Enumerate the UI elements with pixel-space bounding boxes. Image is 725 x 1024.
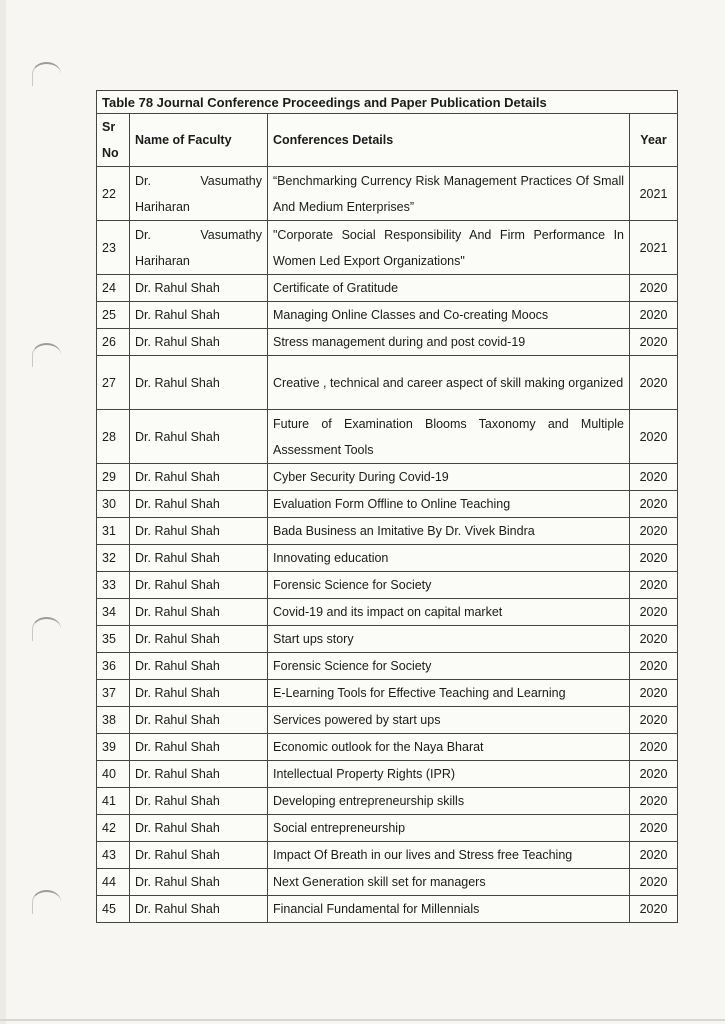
table-row <box>97 329 678 356</box>
cell-sr-no: 42 <box>97 815 130 842</box>
cell-faculty: Dr. Rahul Shah <box>130 572 268 599</box>
cell-sr-no: 39 <box>97 734 130 761</box>
table-row <box>97 761 678 788</box>
table-row <box>97 356 678 410</box>
cell-conference-details: Start ups story <box>268 626 630 653</box>
cell-year: 2020 <box>630 815 678 842</box>
cell-sr-no: 36 <box>97 653 130 680</box>
cell-faculty: Dr. Rahul Shah <box>130 491 268 518</box>
cell-year: 2020 <box>630 653 678 680</box>
cell-sr-no: 40 <box>97 761 130 788</box>
table-row <box>97 572 678 599</box>
header-faculty: Name of Faculty <box>130 114 268 167</box>
table-row <box>97 734 678 761</box>
cell-faculty: Dr. Rahul Shah <box>130 464 268 491</box>
cell-conference-details: Social entrepreneurship <box>268 815 630 842</box>
cell-conference-details <box>268 356 630 410</box>
details-text: Creative , technical and career aspect of skill making organized <box>273 375 624 390</box>
cell-year: 2020 <box>630 329 678 356</box>
table-row <box>97 869 678 896</box>
header-details: Conferences Details <box>268 114 630 167</box>
cell-sr-no: 29 <box>97 464 130 491</box>
faculty-last-name: Hariharan <box>135 199 190 214</box>
table-row <box>97 410 678 464</box>
cell-year: 2020 <box>630 302 678 329</box>
header-sr-line1: Sr <box>102 120 116 134</box>
header-sr-line2: No <box>102 146 119 160</box>
cell-sr-no: 33 <box>97 572 130 599</box>
punch-hole-mark <box>32 890 61 914</box>
cell-faculty: Dr. Rahul Shah <box>130 896 268 923</box>
cell-conference-details: Evaluation Form Offline to Online Teaching <box>268 491 630 518</box>
cell-year: 2020 <box>630 464 678 491</box>
cell-conference-details: Stress management during and post covid-19 <box>268 329 630 356</box>
cell-faculty: Dr. Rahul Shah <box>130 410 268 464</box>
table-row <box>97 788 678 815</box>
faculty-first-name: Vasumathy <box>200 227 262 242</box>
cell-conference-details <box>268 221 630 275</box>
cell-conference-details: Forensic Science for Society <box>268 653 630 680</box>
cell-faculty: Dr. Rahul Shah <box>130 761 268 788</box>
cell-year: 2020 <box>630 410 678 464</box>
cell-faculty: Dr. Rahul Shah <box>130 302 268 329</box>
cell-sr-no: 27 <box>97 356 130 410</box>
table-row <box>97 896 678 923</box>
cell-year: 2020 <box>630 761 678 788</box>
cell-faculty: Dr. Rahul Shah <box>130 815 268 842</box>
table-row <box>97 167 678 221</box>
table-row <box>97 545 678 572</box>
punch-hole-mark <box>32 62 61 86</box>
cell-year: 2020 <box>630 518 678 545</box>
cell-year: 2020 <box>630 626 678 653</box>
page-bottom-edge <box>0 1019 725 1021</box>
cell-year: 2020 <box>630 734 678 761</box>
cell-year: 2020 <box>630 788 678 815</box>
cell-faculty: Dr. Rahul Shah <box>130 626 268 653</box>
cell-year: 2020 <box>630 275 678 302</box>
cell-conference-details: Cyber Security During Covid-19 <box>268 464 630 491</box>
cell-sr-no: 43 <box>97 842 130 869</box>
punch-hole-mark <box>32 617 61 641</box>
cell-conference-details: Managing Online Classes and Co-creating Moocs <box>268 302 630 329</box>
details-text: Future of Examination Blooms Taxonomy and Multiple Assessment Tools <box>273 416 624 457</box>
cell-year: 2020 <box>630 491 678 518</box>
cell-conference-details: Innovating education <box>268 545 630 572</box>
table-header-row <box>97 114 678 167</box>
cell-faculty <box>130 221 268 275</box>
faculty-last-name: Hariharan <box>135 253 190 268</box>
cell-year: 2020 <box>630 842 678 869</box>
cell-conference-details: Intellectual Property Rights (IPR) <box>268 761 630 788</box>
cell-sr-no: 37 <box>97 680 130 707</box>
punch-hole-mark <box>32 343 61 367</box>
table-row <box>97 707 678 734</box>
cell-faculty <box>130 167 268 221</box>
cell-sr-no: 35 <box>97 626 130 653</box>
cell-sr-no: 45 <box>97 896 130 923</box>
cell-conference-details: Financial Fundamental for Millennials <box>268 896 630 923</box>
cell-faculty: Dr. Rahul Shah <box>130 707 268 734</box>
cell-faculty: Dr. Rahul Shah <box>130 599 268 626</box>
cell-conference-details: Impact Of Breath in our lives and Stress free Teaching <box>268 842 630 869</box>
cell-faculty: Dr. Rahul Shah <box>130 275 268 302</box>
cell-faculty: Dr. Rahul Shah <box>130 518 268 545</box>
cell-sr-no: 31 <box>97 518 130 545</box>
cell-conference-details: Services powered by start ups <box>268 707 630 734</box>
cell-conference-details <box>268 167 630 221</box>
cell-conference-details: Certificate of Gratitude <box>268 275 630 302</box>
cell-year: 2020 <box>630 680 678 707</box>
cell-faculty: Dr. Rahul Shah <box>130 653 268 680</box>
cell-conference-details: E-Learning Tools for Effective Teaching and Learning <box>268 680 630 707</box>
cell-year: 2020 <box>630 707 678 734</box>
cell-year: 2020 <box>630 572 678 599</box>
cell-sr-no: 32 <box>97 545 130 572</box>
details-text: "Corporate Social Responsibility And Firm Performance In Women Led Export Organizations" <box>273 227 624 268</box>
table-row <box>97 491 678 518</box>
table-row <box>97 842 678 869</box>
table-row <box>97 599 678 626</box>
table-row <box>97 680 678 707</box>
cell-conference-details: Covid-19 and its impact on capital market <box>268 599 630 626</box>
cell-sr-no: 25 <box>97 302 130 329</box>
table-row <box>97 626 678 653</box>
cell-sr-no: 22 <box>97 167 130 221</box>
cell-conference-details: Developing entrepreneurship skills <box>268 788 630 815</box>
details-text: “Benchmarking Currency Risk Management Practices Of Small And Medium Enterprises” <box>273 173 624 214</box>
cell-sr-no: 34 <box>97 599 130 626</box>
page-edge <box>0 0 6 1024</box>
table-row <box>97 302 678 329</box>
cell-conference-details: Forensic Science for Society <box>268 572 630 599</box>
cell-faculty: Dr. Rahul Shah <box>130 788 268 815</box>
table-row <box>97 221 678 275</box>
cell-year: 2020 <box>630 896 678 923</box>
header-sr-no <box>97 114 130 167</box>
table-row <box>97 815 678 842</box>
cell-faculty: Dr. Rahul Shah <box>130 356 268 410</box>
cell-year: 2020 <box>630 356 678 410</box>
faculty-first-name: Vasumathy <box>200 173 262 188</box>
table-row <box>97 275 678 302</box>
header-year: Year <box>630 114 678 167</box>
table-row <box>97 464 678 491</box>
cell-year: 2021 <box>630 167 678 221</box>
cell-faculty: Dr. Rahul Shah <box>130 329 268 356</box>
publication-details-table <box>96 90 678 923</box>
table-row <box>97 653 678 680</box>
cell-sr-no: 23 <box>97 221 130 275</box>
cell-sr-no: 44 <box>97 869 130 896</box>
cell-year: 2020 <box>630 869 678 896</box>
cell-year: 2020 <box>630 599 678 626</box>
faculty-title: Dr. <box>135 173 151 188</box>
cell-conference-details: Economic outlook for the Naya Bharat <box>268 734 630 761</box>
cell-conference-details <box>268 410 630 464</box>
cell-faculty: Dr. Rahul Shah <box>130 545 268 572</box>
cell-sr-no: 30 <box>97 491 130 518</box>
cell-conference-details: Next Generation skill set for managers <box>268 869 630 896</box>
table-row <box>97 518 678 545</box>
cell-sr-no: 26 <box>97 329 130 356</box>
faculty-title: Dr. <box>135 227 151 242</box>
cell-faculty: Dr. Rahul Shah <box>130 734 268 761</box>
cell-year: 2021 <box>630 221 678 275</box>
cell-faculty: Dr. Rahul Shah <box>130 842 268 869</box>
cell-faculty: Dr. Rahul Shah <box>130 869 268 896</box>
cell-sr-no: 38 <box>97 707 130 734</box>
table-caption: Table 78 Journal Conference Proceedings and Paper Publication Details <box>97 91 678 114</box>
cell-sr-no: 24 <box>97 275 130 302</box>
cell-conference-details: Bada Business an Imitative By Dr. Vivek Bindra <box>268 518 630 545</box>
cell-sr-no: 28 <box>97 410 130 464</box>
cell-year: 2020 <box>630 545 678 572</box>
cell-faculty: Dr. Rahul Shah <box>130 680 268 707</box>
cell-sr-no: 41 <box>97 788 130 815</box>
